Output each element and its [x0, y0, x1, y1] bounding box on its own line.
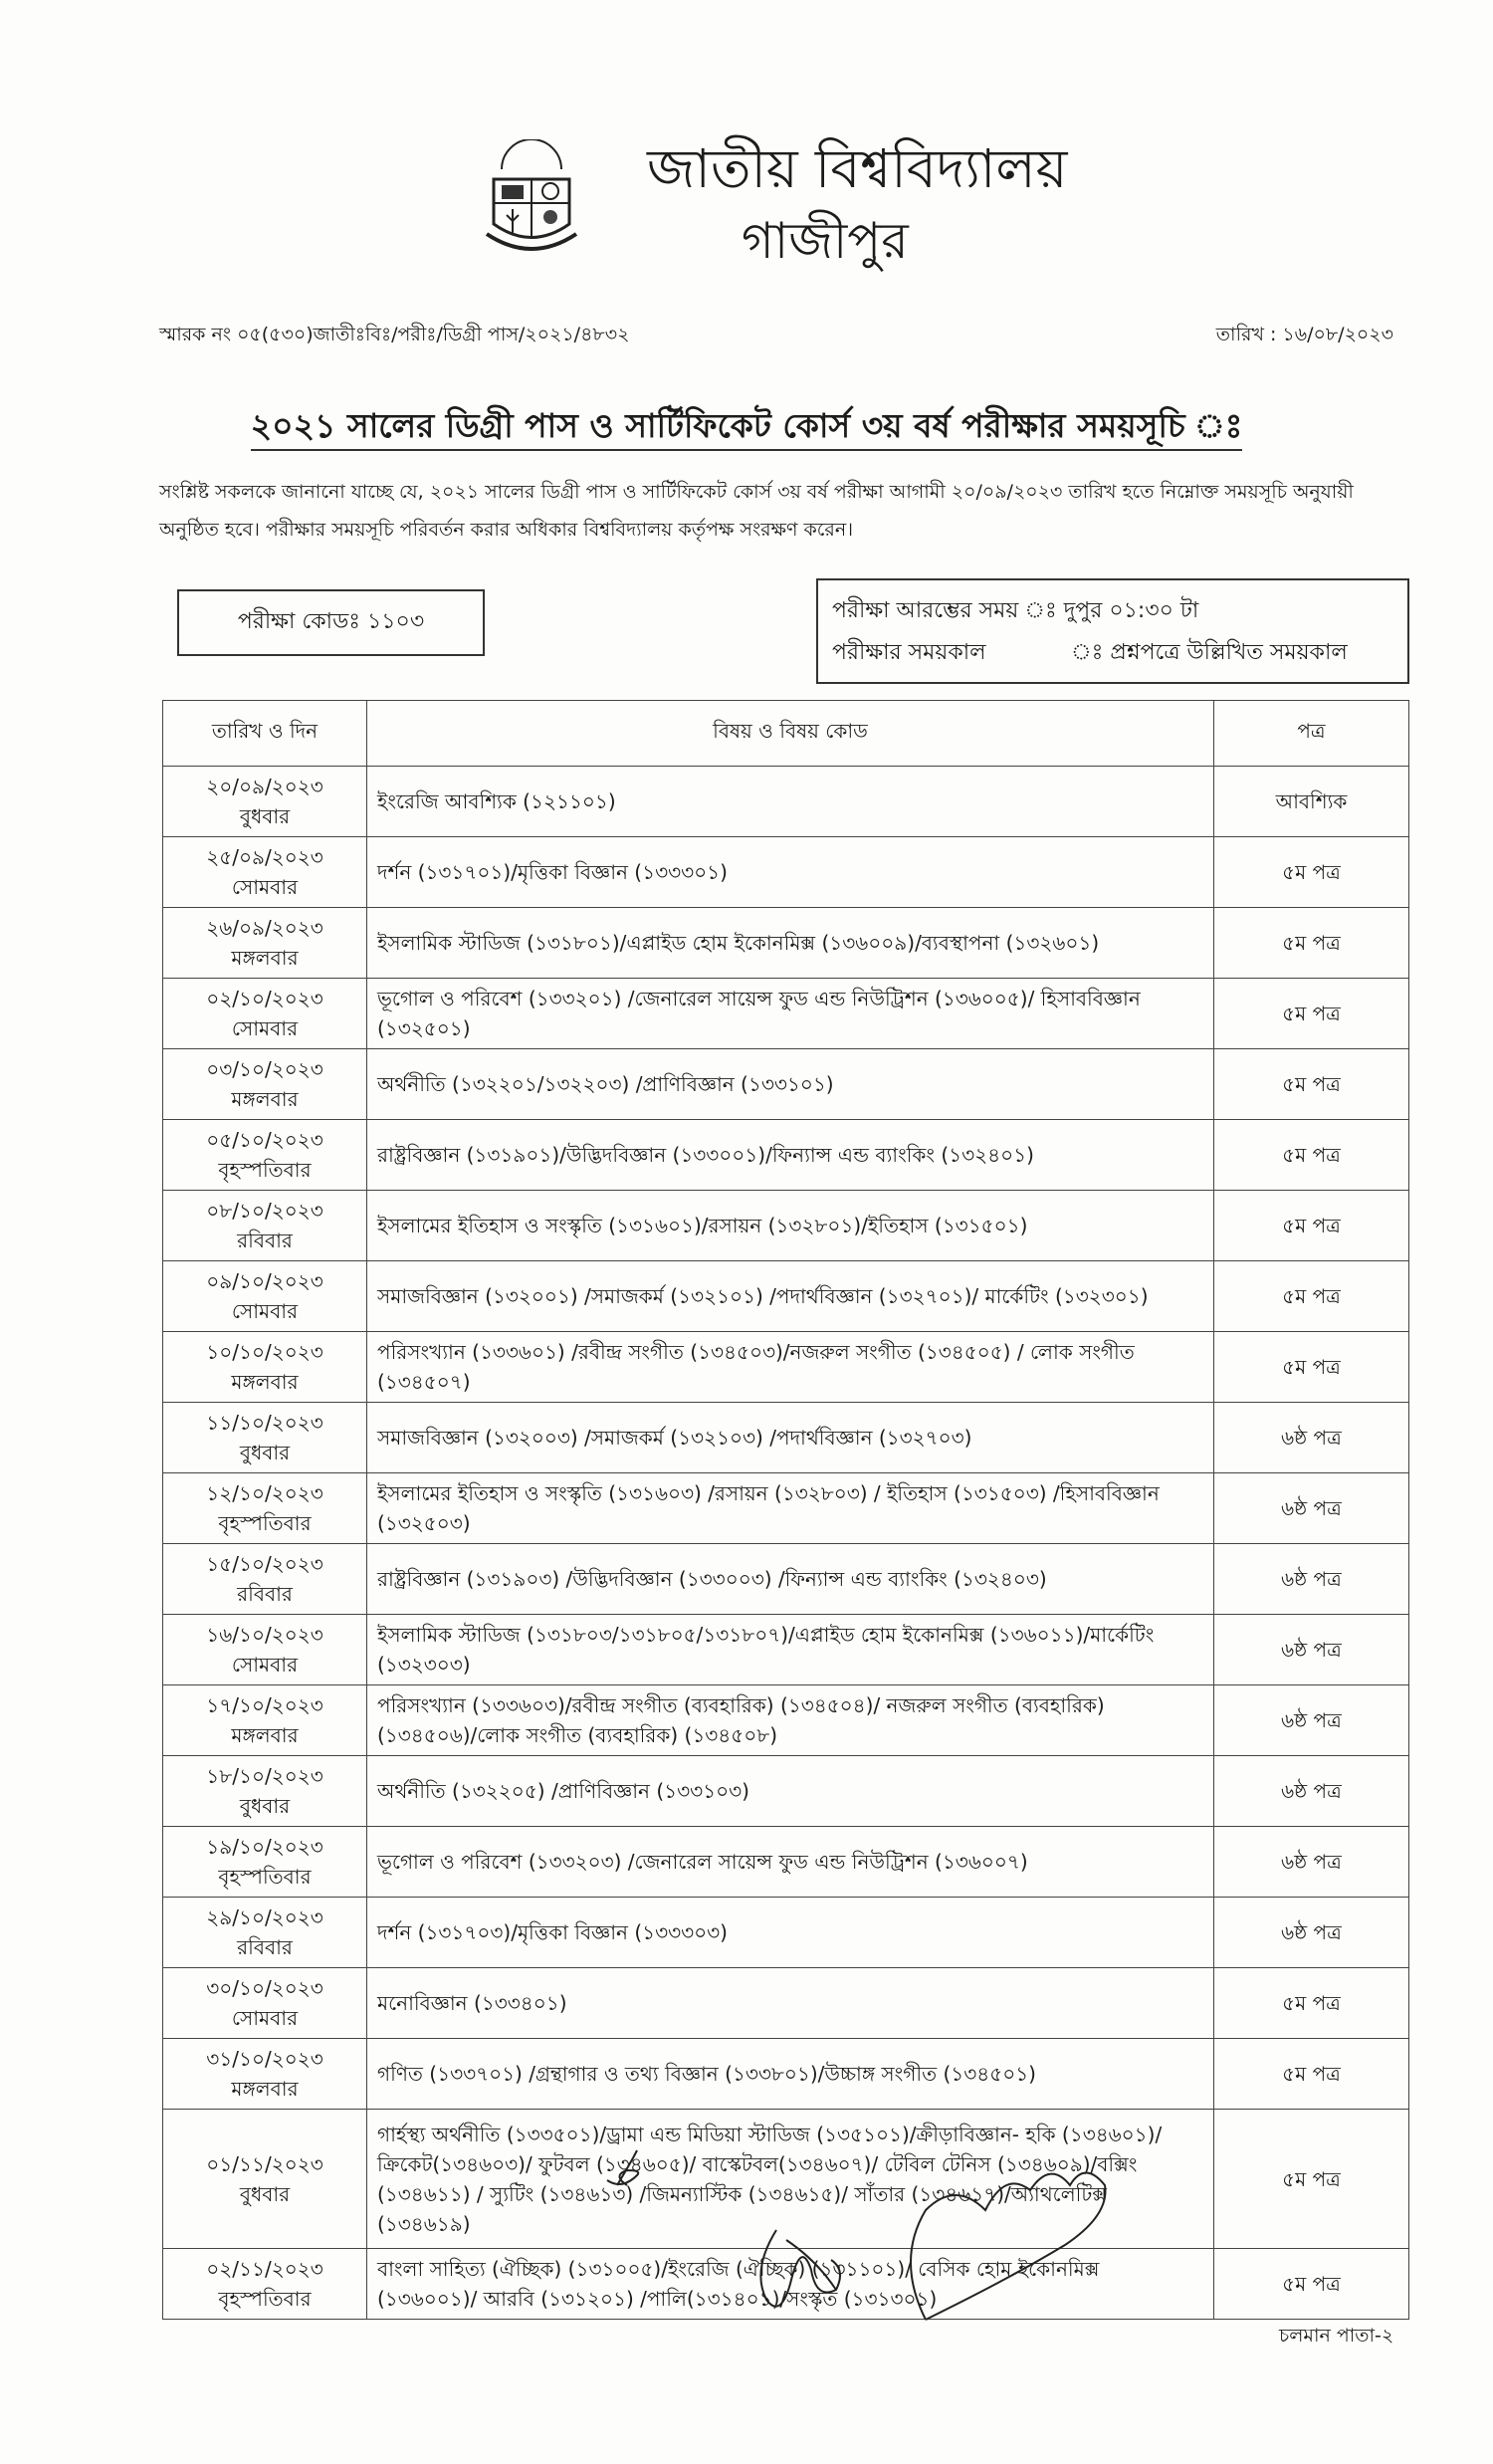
exam-day: সোমবার	[231, 1016, 299, 1040]
university-name: জাতীয় বিশ্ববিদ্যালয়	[647, 137, 1068, 200]
paper-cell: ৬ষ্ঠ পত্র	[1214, 1685, 1409, 1756]
subject-cell: ভূগোল ও পরিবেশ (১৩৩২০১) /জেনারেল সায়েন্স ফুড এন্ড নিউট্রিশন (১৩৬০০৫)/ হিসাববিজ্ঞান (১৩২৫০১)	[367, 979, 1214, 1049]
university-city: গাজীপুর	[742, 212, 909, 270]
table-row	[163, 1968, 1409, 2039]
intro-paragraph: সংশ্লিষ্ট সকলকে জানানো যাচ্ছে যে, ২০২১ সালের ডিগ্রী পাস ও সার্টিফিকেট কোর্স ৩য় বর্ষ পরীক্ষা আগামী ২০/০৯/২০২৩ তারিখ হতে নিম্নোক্ত সময়সূচি অনুযায়ী অনুষ্ঠিত হবে। পরীক্ষার সময়সূচি পরিবর্তন করার অধিকার বিশ্ববিদ্যালয় কর্তৃপক্ষ সংরক্ষণ করেন।	[159, 481, 1354, 541]
start-time-value: ঃ দুপুর ০১:৩০ টা	[1056, 598, 1199, 623]
date-cell	[163, 1049, 367, 1120]
exam-day: মঙ্গলবার	[231, 946, 299, 970]
paper-cell: ৫ম পত্র	[1214, 1968, 1409, 2039]
subject-cell: মনোবিজ্ঞান (১৩৩৪০১)	[367, 1968, 1214, 2039]
paper-cell: ৬ষ্ঠ পত্র	[1214, 1898, 1409, 1968]
exam-date: ১৬/১০/২০২৩	[206, 1623, 323, 1647]
exam-date: ০৯/১০/২০২৩	[206, 1269, 323, 1293]
exam-date: ০৩/১০/২০২৩	[206, 1057, 323, 1081]
exam-date: ১০/১০/২০২৩	[206, 1340, 323, 1364]
date-cell	[163, 767, 367, 837]
table-header-row	[163, 701, 1409, 767]
table-row	[163, 767, 1409, 837]
date-cell	[163, 2249, 367, 2320]
exam-date: ২৯/১০/২০২৩	[206, 1905, 323, 1929]
exam-day: মঙ্গলবার	[231, 1370, 299, 1394]
paper-cell: ৬ষ্ঠ পত্র	[1214, 1544, 1409, 1615]
subject-cell: ইসলামের ইতিহাস ও সংস্কৃতি (১৩১৬০১)/রসায়ন (১৩২৮০১)/ইতিহাস (১৩১৫০১)	[367, 1191, 1214, 1261]
exam-date: ০৮/১০/২০২৩	[206, 1199, 323, 1223]
date-cell	[163, 1261, 367, 1332]
paper-cell: ৫ম পত্র	[1214, 1261, 1409, 1332]
date-cell	[163, 2039, 367, 2110]
table-row	[163, 1120, 1409, 1191]
exam-day: বৃহস্পতিবার	[218, 1511, 312, 1535]
table-row	[163, 837, 1409, 908]
exam-day: রবিবার	[237, 1582, 293, 1606]
date-cell	[163, 1191, 367, 1261]
subject-cell: সমাজবিজ্ঞান (১৩২০০১) /সমাজকর্ম (১৩২১০১) /পদার্থবিজ্ঞান (১৩২৭০১)/ মার্কেটিং (১৩২৩০১)	[367, 1261, 1214, 1332]
exam-day: বৃহস্পতিবার	[218, 2287, 312, 2311]
exam-date: ০৫/১০/২০২৩	[206, 1128, 323, 1152]
exam-day: বুধবার	[239, 2181, 291, 2206]
exam-date: ১৯/১০/২০২৩	[206, 1835, 323, 1859]
subject-cell: বাংলা সাহিত্য (ঐচ্ছিক) (১৩১০০৫)/ইংরেজি (ঐচ্ছিক) (১৩১১০১)/ বেসিক হোম ইকোনমিক্স (১৩৬০০১)/ আরবি (১৩১২০১) /পালি(১৩১৪০১)/সংস্কৃত (১৩১৩০১)	[367, 2249, 1214, 2320]
exam-day: বুধবার	[239, 1441, 291, 1464]
start-time-label: পরীক্ষা আরম্ভের সময়	[832, 598, 1019, 623]
exam-date: ১১/১০/২০২৩	[206, 1411, 323, 1435]
table-row	[163, 1473, 1409, 1544]
exam-date: ২৫/০৯/২০২৩	[206, 845, 323, 869]
subject-cell: ইসলামের ইতিহাস ও সংস্কৃতি (১৩১৬০৩) /রসায়ন (১৩২৮০৩) / ইতিহাস (১৩১৫০৩) /হিসাববিজ্ঞান (১৩২৫০৩)	[367, 1473, 1214, 1544]
exam-day: বুধবার	[239, 804, 291, 828]
exam-day: সোমবার	[231, 1299, 299, 1323]
date-cell	[163, 1473, 367, 1544]
date-cell	[163, 908, 367, 979]
date-cell	[163, 1685, 367, 1756]
exam-day: মঙ্গলবার	[231, 1087, 299, 1111]
date-cell	[163, 1827, 367, 1898]
exam-date: ৩০/১০/২০২৩	[206, 1976, 323, 2000]
date-cell	[163, 1756, 367, 1827]
table-row	[163, 1685, 1409, 1756]
exam-date: ০১/১১/২০২৩	[206, 2151, 323, 2176]
subject-cell: অর্থনীতি (১৩২২০১/১৩২২০৩) /প্রাণিবিজ্ঞান (১৩৩১০১)	[367, 1049, 1214, 1120]
subject-cell: গার্হস্থ্য অর্থনীতি (১৩৩৫০১)/ড্রামা এন্ড মিডিয়া স্টাডিজ (১৩৫১০১)/ক্রীড়াবিজ্ঞান- হকি (১৩৪৬০১)/ ক্রিকেট(১৩৪৬০৩)/ ফুটবল (১৩৪৬০৫)/ বাস্কেটবল(১৩৪৬০৭)/ টেবিল টেনিস (১৩৪৬০৯)/বক্সিং (১৩৪৬১১) / স্যুটিং (১৩৪৬১৩) /জিমন্যাস্টিক (১৩৪৬১৫)/ সাঁতার (১৩৪৬১৭)/অ্যাথলেটিক্স (১৩৪৬১৯)	[367, 2110, 1214, 2249]
subject-cell: রাষ্ট্রবিজ্ঞান (১৩১৯০৩) /উদ্ভিদবিজ্ঞান (১৩৩০০৩) /ফিন্যান্স এন্ড ব্যাংকিং (১৩২৪০৩)	[367, 1544, 1214, 1615]
subject-cell: ভূগোল ও পরিবেশ (১৩৩২০৩) /জেনারেল সায়েন্স ফুড এন্ড নিউট্রিশন (১৩৬০০৭)	[367, 1827, 1214, 1898]
memo-number: স্মারক নং ০৫(৫৩০)জাতীঃবিঃ/পরীঃ/ডিগ্রী পাস/২০২১/৪৮৩২	[159, 324, 630, 345]
paper-cell: ৬ষ্ঠ পত্র	[1214, 1473, 1409, 1544]
duration-label: পরীক্ষার সময়কাল	[832, 640, 986, 665]
table-row	[163, 979, 1409, 1049]
exam-day: মঙ্গলবার	[231, 2077, 299, 2101]
subject-cell: দর্শন (১৩১৭০১)/মৃত্তিকা বিজ্ঞান (১৩৩৩০১)	[367, 837, 1214, 908]
paper-cell: ৬ষ্ঠ পত্র	[1214, 1756, 1409, 1827]
subject-cell: দর্শন (১৩১৭০৩)/মৃত্তিকা বিজ্ঞান (১৩৩৩০৩)	[367, 1898, 1214, 1968]
subject-cell: ইসলামিক স্টাডিজ (১৩১৮০১)/এপ্লাইড হোম ইকোনমিক্স (১৩৬০০৯)/ব্যবস্থাপনা (১৩২৬০১)	[367, 908, 1214, 979]
date-cell	[163, 1120, 367, 1191]
exam-schedule-table	[162, 700, 1409, 2320]
exam-code-box: পরীক্ষা কোডঃ ১১০৩	[177, 589, 485, 656]
subject-cell: গণিত (১৩৩৭০১) /গ্রন্থাগার ও তথ্য বিজ্ঞান (১৩৩৮০১)/উচ্চাঙ্গ সংগীত (১৩৪৫০১)	[367, 2039, 1214, 2110]
header-subject: বিষয় ও বিষয় কোড	[367, 701, 1214, 767]
subject-cell: পরিসংখ্যান (১৩৩৬০১) /রবীন্দ্র সংগীত (১৩৪৫০৩)/নজরুল সংগীত (১৩৪৫০৫) / লোক সংগীত (১৩৪৫০৭)	[367, 1332, 1214, 1403]
exam-day: বুধবার	[239, 1794, 291, 1818]
exam-day: বৃহস্পতিবার	[218, 1158, 312, 1182]
subject-cell: অর্থনীতি (১৩২২০৫) /প্রাণিবিজ্ঞান (১৩৩১০৩)	[367, 1756, 1214, 1827]
date-cell	[163, 2110, 367, 2249]
paper-cell: ৫ম পত্র	[1214, 1049, 1409, 1120]
continued-page-note: চলমান পাতা-২	[1279, 2325, 1394, 2347]
table-row	[163, 1756, 1409, 1827]
paper-cell: ৫ম পত্র	[1214, 837, 1409, 908]
table-row	[163, 1544, 1409, 1615]
paper-cell: আবশ্যিক	[1214, 767, 1409, 837]
paper-cell: ৫ম পত্র	[1214, 2249, 1409, 2320]
table-row	[163, 1332, 1409, 1403]
page-title	[0, 400, 1493, 456]
header-paper: পত্র	[1214, 701, 1409, 767]
subject-cell: ইসলামিক স্টাডিজ (১৩১৮০৩/১৩১৮০৫/১৩১৮০৭)/এপ্লাইড হোম ইকোনমিক্স (১৩৬০১১)/মার্কেটিং (১৩২৩০৩)	[367, 1615, 1214, 1685]
paper-cell: ৫ম পত্র	[1214, 1332, 1409, 1403]
paper-cell: ৫ম পত্র	[1214, 1120, 1409, 1191]
subject-cell: সমাজবিজ্ঞান (১৩২০০৩) /সমাজকর্ম (১৩২১০৩) /পদার্থবিজ্ঞান (১৩২৭০৩)	[367, 1403, 1214, 1473]
exam-day: রবিবার	[237, 1935, 293, 1959]
exam-day: রবিবার	[237, 1229, 293, 1252]
exam-day: মঙ্গলবার	[231, 1723, 299, 1747]
date-cell	[163, 1898, 367, 1968]
exam-day: সোমবার	[231, 2006, 299, 2030]
duration-value: ঃ প্রশ্নপত্রে উল্লিখিত সময়কাল	[1071, 640, 1348, 665]
paper-cell: ৫ম পত্র	[1214, 2110, 1409, 2249]
exam-date: ২০/০৯/২০২৩	[206, 775, 323, 798]
table-row	[163, 1403, 1409, 1473]
exam-date: ০২/১০/২০২৩	[206, 987, 323, 1010]
date-cell	[163, 1615, 367, 1685]
exam-date: ১৭/১০/২০২৩	[206, 1693, 323, 1717]
table-row	[163, 1898, 1409, 1968]
subject-cell: রাষ্ট্রবিজ্ঞান (১৩১৯০১)/উদ্ভিদবিজ্ঞান (১৩৩০০১)/ফিন্যান্স এন্ড ব্যাংকিং (১৩২৪০১)	[367, 1120, 1214, 1191]
exam-day: সোমবার	[231, 875, 299, 899]
date-cell	[163, 1332, 367, 1403]
exam-day: বৃহস্পতিবার	[218, 1865, 312, 1889]
exam-date: ২৬/০৯/২০২৩	[206, 916, 323, 940]
paper-cell: ৫ম পত্র	[1214, 979, 1409, 1049]
paper-cell: ৬ষ্ঠ পত্র	[1214, 1403, 1409, 1473]
date-cell	[163, 1544, 367, 1615]
paper-cell: ৫ম পত্র	[1214, 2039, 1409, 2110]
exam-date: ১২/১০/২০২৩	[206, 1481, 323, 1505]
signatures	[597, 2140, 1155, 2389]
paper-cell: ৫ম পত্র	[1214, 1191, 1409, 1261]
exam-time-box	[816, 578, 1409, 684]
exam-date: ১৮/১০/২০২৩	[206, 1764, 323, 1788]
page-title-text: ২০২১ সালের ডিগ্রী পাস ও সার্টিফিকেট কোর্স ৩য় বর্ষ পরীক্ষার সময়সূচি ঃ	[251, 406, 1243, 451]
date-cell	[163, 979, 367, 1049]
date-cell	[163, 1968, 367, 2039]
paper-cell: ৫ম পত্র	[1214, 908, 1409, 979]
exam-date: ৩১/১০/২০২৩	[206, 2047, 323, 2071]
paper-cell: ৬ষ্ঠ পত্র	[1214, 1827, 1409, 1898]
subject-cell: পরিসংখ্যান (১৩৩৬০৩)/রবীন্দ্র সংগীত (ব্যবহারিক) (১৩৪৫০৪)/ নজরুল সংগীত (ব্যবহারিক) (১৩৪৫০৬)/লোক সংগীত (ব্যবহারিক) (১৩৪৫০৮)	[367, 1685, 1214, 1756]
table-row	[163, 1191, 1409, 1261]
university-logo	[482, 139, 581, 261]
paper-cell: ৬ষ্ঠ পত্র	[1214, 1615, 1409, 1685]
subject-cell: ইংরেজি আবশ্যিক (১২১১০১)	[367, 767, 1214, 837]
table-row	[163, 1615, 1409, 1685]
exam-day: সোমবার	[231, 1653, 299, 1677]
issue-date: তারিখ : ১৬/০৮/২০২৩	[1215, 324, 1393, 345]
table-row	[163, 1827, 1409, 1898]
table-row	[163, 908, 1409, 979]
table-row	[163, 1261, 1409, 1332]
exam-date: ১৫/১০/২০২৩	[206, 1552, 323, 1576]
table-row	[163, 2039, 1409, 2110]
date-cell	[163, 837, 367, 908]
table-row	[163, 1049, 1409, 1120]
date-cell	[163, 1403, 367, 1473]
header-date: তারিখ ও দিন	[163, 701, 367, 767]
exam-date: ০২/১১/২০২৩	[206, 2257, 323, 2281]
